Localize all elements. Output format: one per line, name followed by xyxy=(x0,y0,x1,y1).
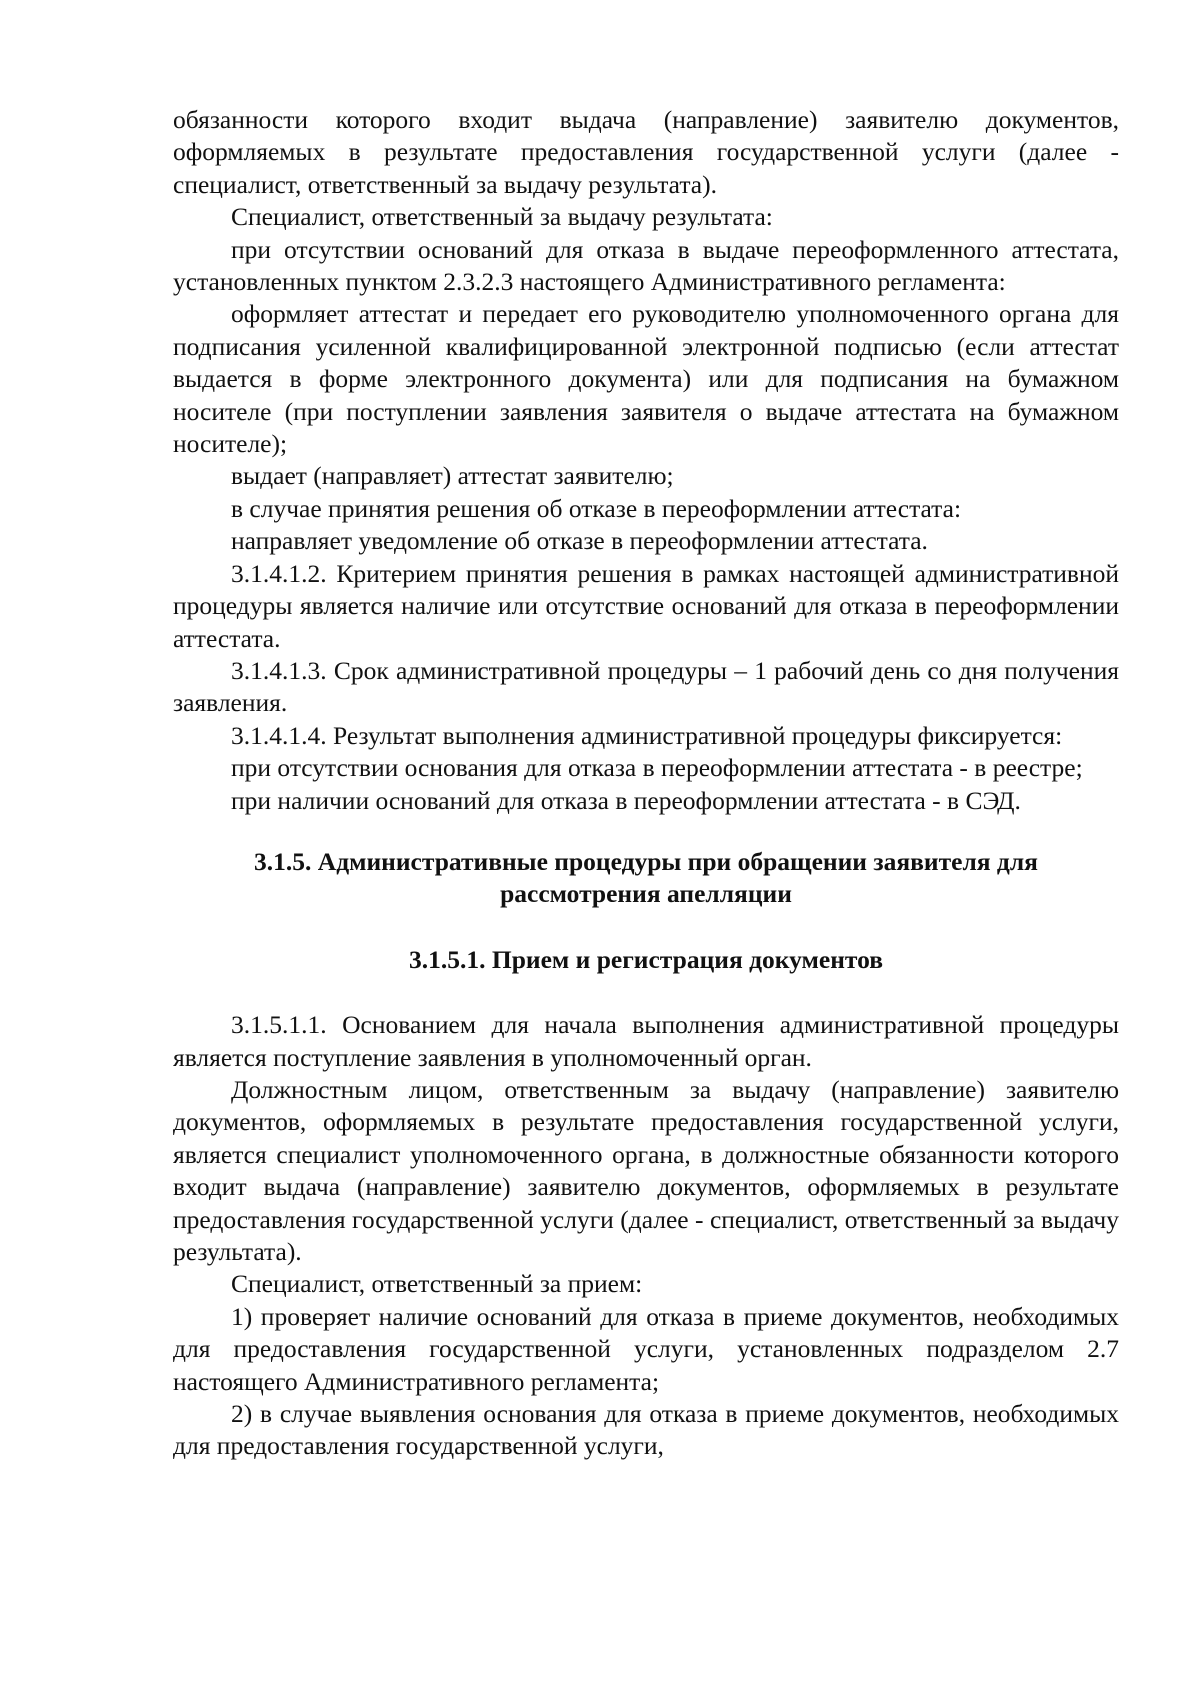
paragraph-item-2: 2) в случае выявления основания для отказа в приеме документов, необходимых для предоставления государственной услуги, xyxy=(173,1399,1119,1461)
paragraph-continuation: обязанности которого входит выдача (направление) заявителю документов, оформляемых в результате предоставления государственной услуги (далее - специалист, ответственный за выдачу результата). xyxy=(173,105,1119,199)
document-page xyxy=(173,104,1119,1463)
paragraph-3-1-5-1-1: 3.1.5.1.1. Основанием для начала выполнения административной процедуры является поступление заявления в уполномоченный орган. xyxy=(173,1010,1119,1072)
paragraph-issues-certificate: выдает (направляет) аттестат заявителю; xyxy=(231,461,674,491)
section-heading-line1: 3.1.5. Административные процедуры при обращении заявителя для xyxy=(254,846,1038,876)
paragraph-signing: оформляет аттестат и передает его руководителю уполномоченного органа для подписания усиленной квалифицированной электронной подписью (если аттестат выдается в форме электронного документа) или для подписания на бумажном носителе (при поступлении заявления заявителя о выдаче аттестата на бумажном носителе); xyxy=(173,299,1119,459)
paragraph-no-grounds: при отсутствии оснований для отказа в выдаче переоформленного аттестата, установленных пунктом 2.3.2.3 настоящего Административного регламента: xyxy=(173,234,1119,297)
paragraph-specialist-result: Специалист, ответственный за выдачу результата: xyxy=(231,202,773,232)
subsection-heading-3-1-5-1: 3.1.5.1. Прием и регистрация документов xyxy=(409,944,883,974)
paragraph-sed: при наличии оснований для отказа в переоформлении аттестата - в СЭД. xyxy=(231,785,1021,815)
paragraph-official: Должностным лицом, ответственным за выдачу (направление) заявителю документов, оформляемых в результате предоставления государственной услуги, является специалист уполномоченного органа, в должностные обязанности которого входит выдача (направление) заявителю документов, оформляемых в результате предоставления государственной услуги (далее - специалист, ответственный за выдачу результата). xyxy=(173,1074,1119,1266)
section-heading-line2: рассмотрения апелляции xyxy=(500,879,792,909)
paragraph-specialist-intake: Специалист, ответственный за прием: xyxy=(231,1269,643,1299)
paragraph-refusal-notice: направляет уведомление об отказе в переоформлении аттестата. xyxy=(231,526,928,556)
section-heading-3-1-5 xyxy=(173,846,1119,911)
paragraph-item-1: 1) проверяет наличие оснований для отказа в приеме документов, необходимых для предоставления государственной услуги, установленных подразделом 2.7 настоящего Административного регламента; xyxy=(173,1301,1119,1396)
paragraph-3-1-4-1-4: 3.1.4.1.4. Результат выполнения административной процедуры фиксируется: xyxy=(231,720,1063,750)
paragraph-3-1-4-1-2: 3.1.4.1.2. Критерием принятия решения в рамках настоящей административной процедуры является наличие или отсутствие оснований для отказа в переоформлении аттестата. xyxy=(173,558,1119,653)
paragraph-refusal-decision: в случае принятия решения об отказе в переоформлении аттестата: xyxy=(231,493,962,523)
paragraph-registry: при отсутствии основания для отказа в переоформлении аттестата - в реестре; xyxy=(231,753,1083,783)
paragraph-3-1-4-1-3: 3.1.4.1.3. Срок административной процедуры – 1 рабочий день со дня получения заявления. xyxy=(173,655,1119,718)
